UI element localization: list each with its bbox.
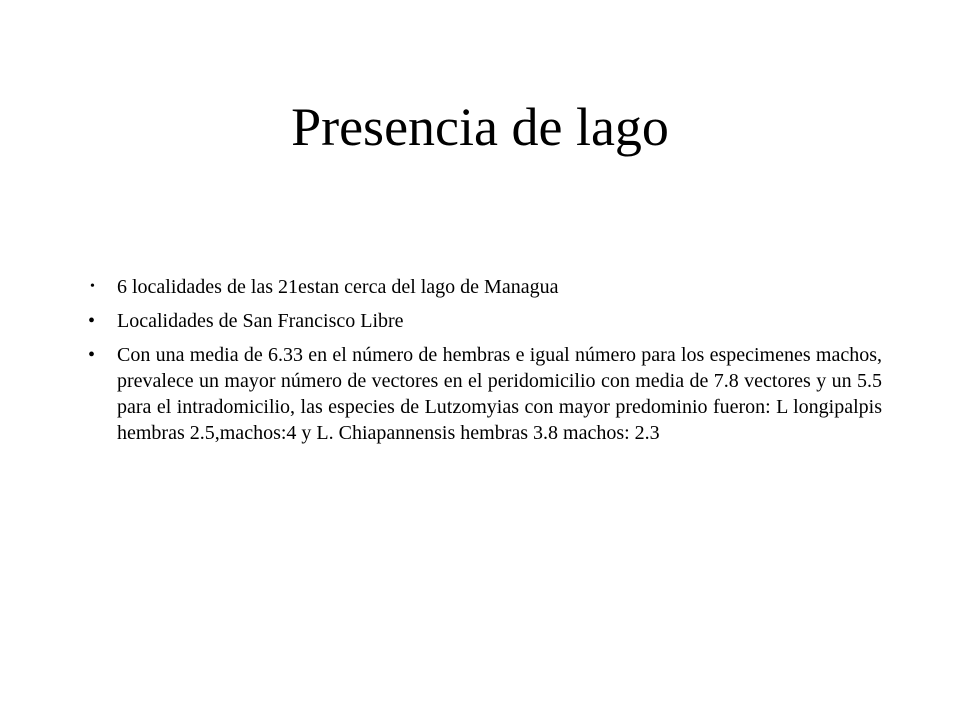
bullet-marker: • bbox=[90, 279, 95, 294]
bullet-item-san-francisco-libre bbox=[88, 308, 882, 334]
slide-title: Presencia de lago bbox=[291, 97, 669, 157]
bullet-list bbox=[88, 274, 882, 446]
bullet-item-vector-statistics bbox=[88, 342, 882, 446]
bullet-text: 6 localidades de las 21estan cerca del lago de Managua bbox=[117, 276, 559, 298]
bullet-marker: • bbox=[88, 344, 96, 366]
bullet-item-lake-localities bbox=[88, 274, 882, 300]
bullet-text: Con una media de 6.33 en el número de hembras e igual número para los especimenes machos, prevalece un mayor número de vectores en el peridomicilio con media de 7.8 vectores y un 5.5 para el intradomicilio, las especies de Lutzomyias con mayor predominio fueron: L longipalpis hembras 2.5,machos:4 y L. Chiapannensis hembras 3.8 machos: 2.3 bbox=[117, 344, 882, 444]
bullet-marker: • bbox=[88, 310, 96, 332]
bullet-text: Localidades de San Francisco Libre bbox=[117, 310, 404, 332]
